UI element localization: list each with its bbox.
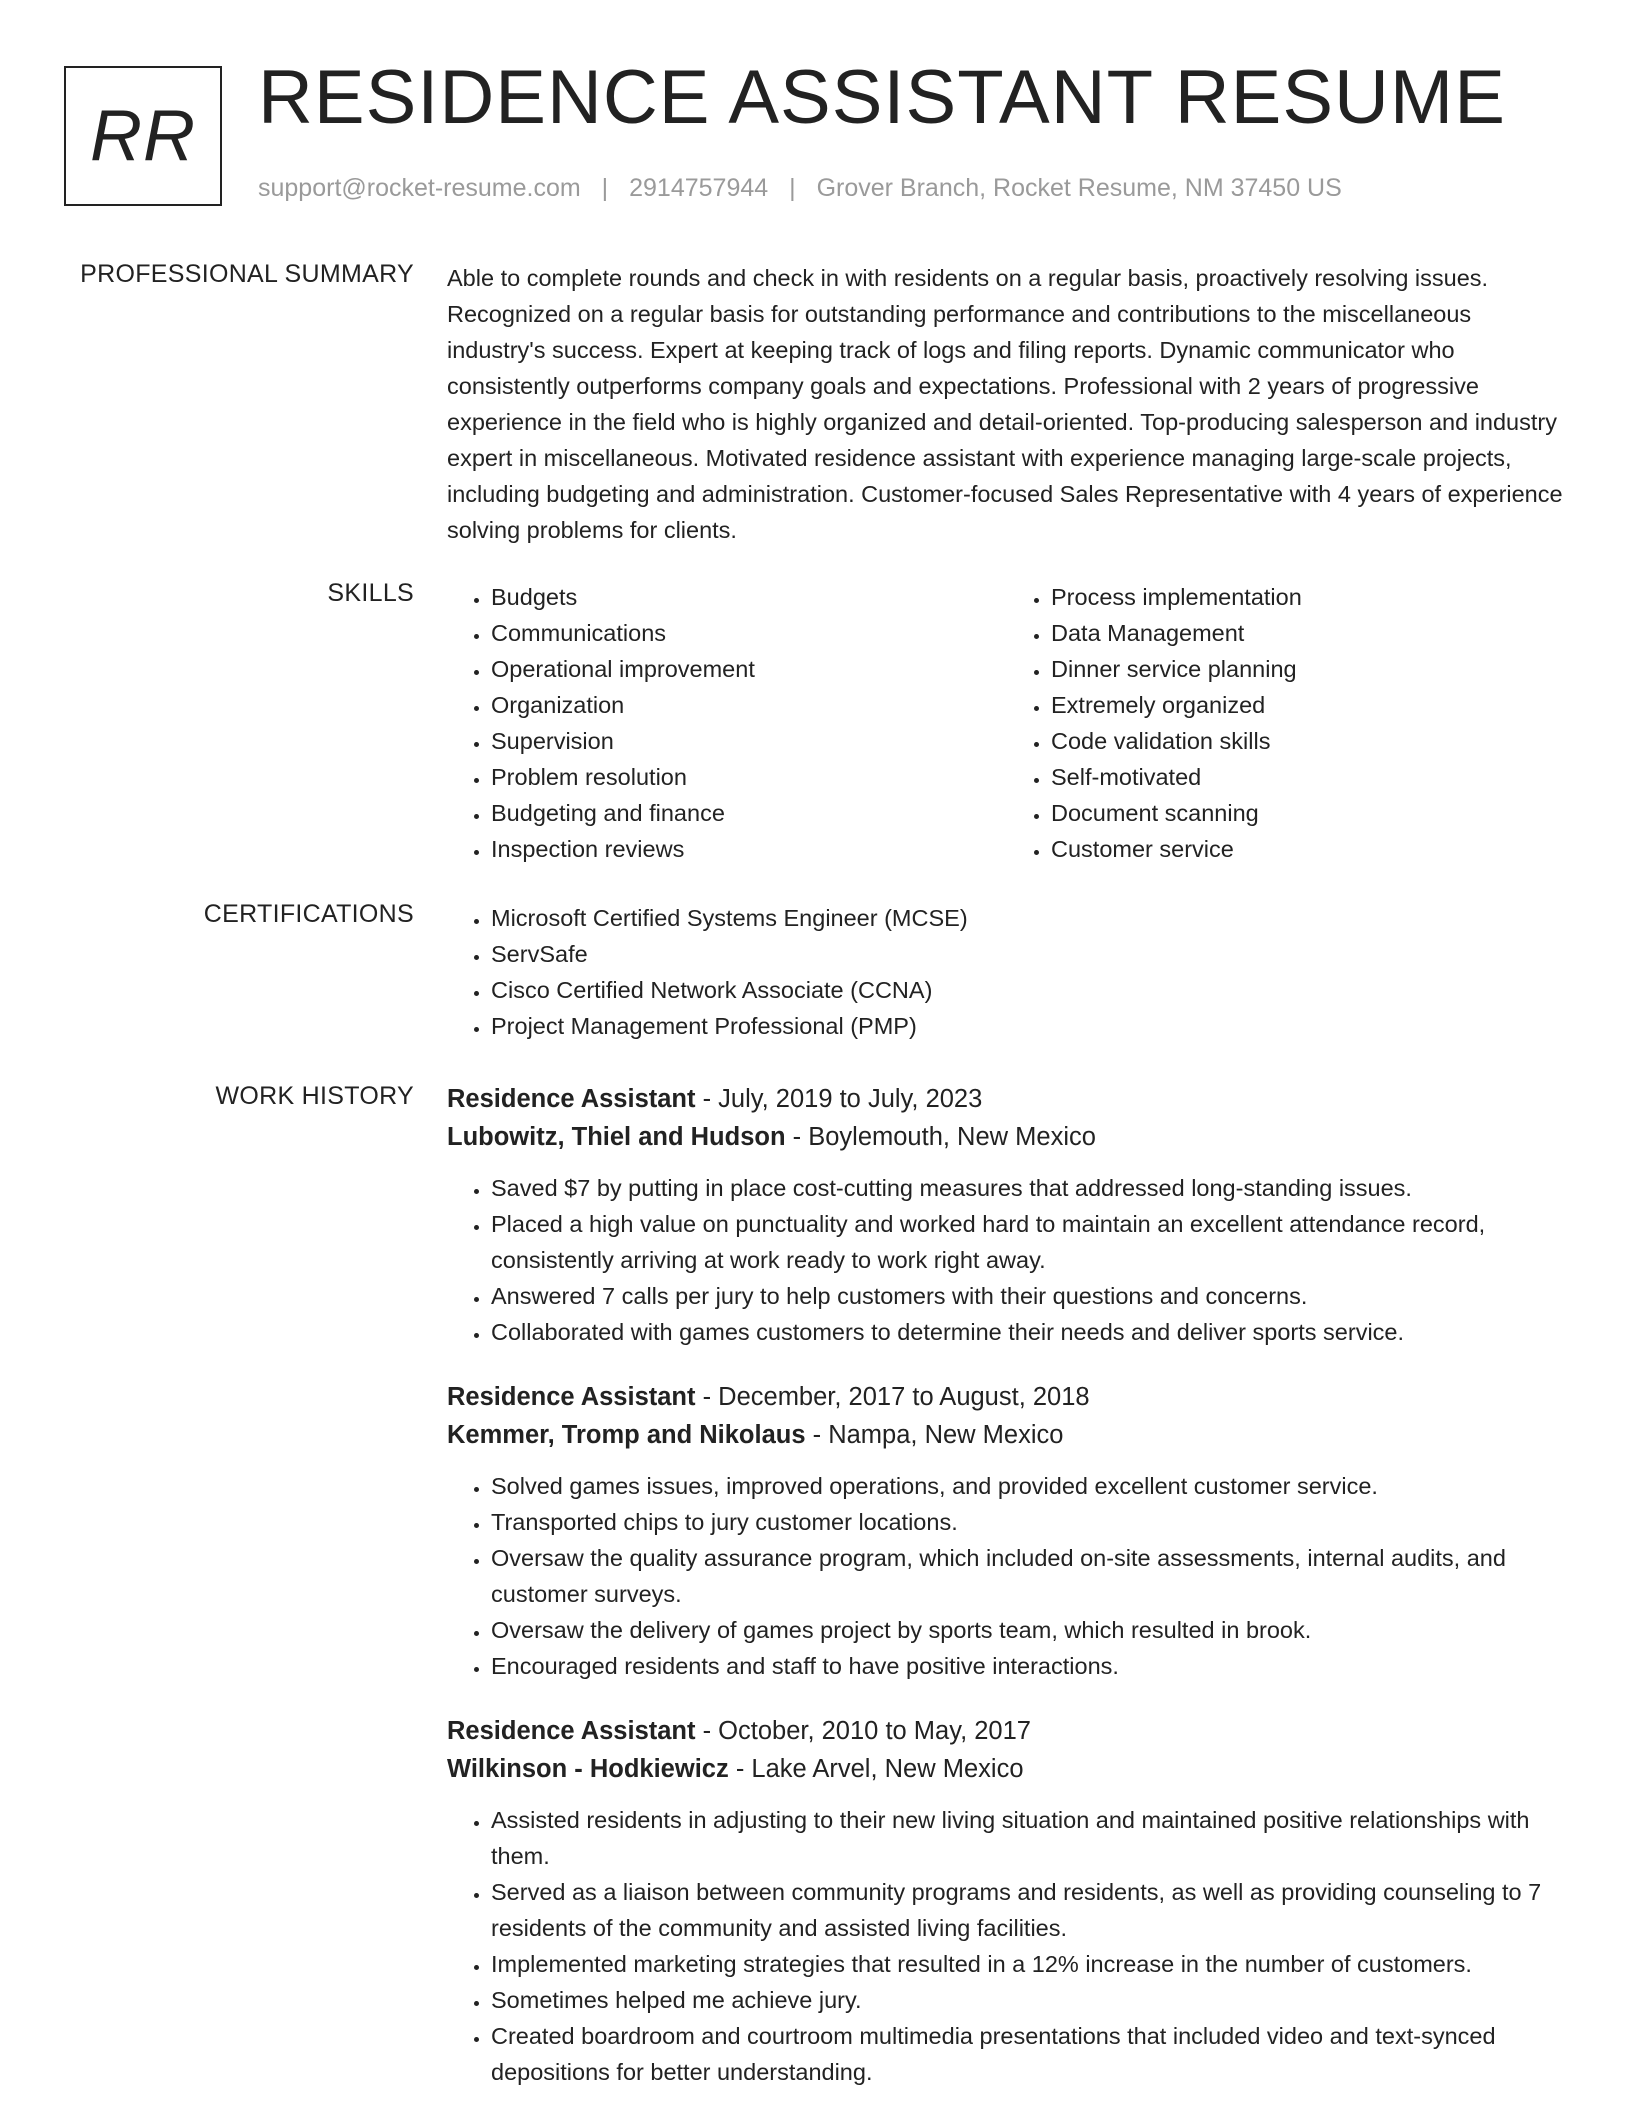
skill-item: • Problem resolution (491, 759, 1007, 795)
job-location: - Lake Arvel, New Mexico (728, 1755, 1024, 1783)
section-heading: PROFESSIONAL SUMMARY (80, 260, 414, 288)
contact-address: Grover Branch, Rocket Resume, NM 37450 US (816, 174, 1342, 202)
skill-item: • Supervision (491, 723, 1007, 759)
skill-item: • Document scanning (1051, 795, 1567, 831)
job-bullet: • Collaborated with games customers to determine their needs and deliver sports service. (491, 1314, 1567, 1350)
skill-item: • Code validation skills (1051, 723, 1567, 759)
job-entry (447, 1712, 1567, 2090)
job-title-line (447, 1712, 1567, 1750)
job-title-line (447, 1378, 1567, 1416)
job-entry (447, 1378, 1567, 1684)
certification-item: • ServSafe (491, 936, 1567, 972)
job-title: Residence Assistant (447, 1717, 696, 1745)
job-bullets (447, 1802, 1567, 2090)
job-bullet: • Sometimes helped me achieve jury. (491, 1982, 1567, 2018)
skill-item: • Budgets (491, 579, 1007, 615)
section-heading: SKILLS (327, 579, 414, 607)
job-dates: - December, 2017 to August, 2018 (695, 1383, 1090, 1411)
certification-item: • Microsoft Certified Systems Engineer (MCSE) (491, 900, 1567, 936)
skill-item: • Communications (491, 615, 1007, 651)
certification-item: • Cisco Certified Network Associate (CCNA) (491, 972, 1567, 1008)
job-bullet: • Oversaw the delivery of games project by sports team, which resulted in brook. (491, 1612, 1567, 1648)
job-bullets (447, 1468, 1567, 1684)
job-bullet: • Served as a liaison between community programs and residents, as well as providing counseling to 7 residents of the community and assisted living facilities. (491, 1874, 1567, 1946)
summary-text: Able to complete rounds and check in with residents on a regular basis, proactively resolving issues. Recognized on a regular basis for outstanding performance and contributions to the miscellaneous industry's success. Expert at keeping track of logs and filing reports. Dynamic communicator who consistently outperforms company goals and expectations. Professional with 2 years of progressive experience in the field who is highly organized and detail-oriented. Top-producing salesperson and industry expert in miscellaneous. Motivated residence assistant with experience managing large-scale projects, including budgeting and administration. Customer-focused Sales Representative with 4 years of experience solving problems for clients. (447, 265, 1563, 543)
contact-separator: | (789, 174, 796, 202)
job-company: Lubowitz, Thiel and Hudson (447, 1123, 786, 1151)
skill-item: • Dinner service planning (1051, 651, 1567, 687)
job-bullet: • Created boardroom and courtroom multimedia presentations that included video and text-synced depositions for better understanding. (491, 2018, 1567, 2090)
job-bullet: • Solved games issues, improved operations, and provided excellent customer service. (491, 1468, 1567, 1504)
skill-item: • Process implementation (1051, 579, 1567, 615)
job-bullet: • Transported chips to jury customer locations. (491, 1504, 1567, 1540)
job-title: Residence Assistant (447, 1085, 696, 1113)
job-bullet: • Oversaw the quality assurance program, which included on-site assessments, internal audits, and customer surveys. (491, 1540, 1567, 1612)
job-bullet: • Implemented marketing strategies that resulted in a 12% increase in the number of customers. (491, 1946, 1567, 1982)
job-company-line (447, 1750, 1567, 1788)
monogram-initials: RR (90, 96, 196, 176)
skill-item: • Extremely organized (1051, 687, 1567, 723)
certification-item: • Project Management Professional (PMP) (491, 1008, 1567, 1044)
job-company-line (447, 1118, 1567, 1156)
skills-list-left (447, 579, 1007, 867)
job-location: - Boylemouth, New Mexico (785, 1123, 1096, 1151)
skill-item: • Inspection reviews (491, 831, 1007, 867)
job-dates: - October, 2010 to May, 2017 (695, 1717, 1031, 1745)
skill-item: • Organization (491, 687, 1007, 723)
job-bullet: • Placed a high value on punctuality and worked hard to maintain an excellent attendance record, consistently arriving at work ready to work right away. (491, 1206, 1567, 1278)
job-bullet: • Saved $7 by putting in place cost-cutting measures that addressed long-standing issues. (491, 1170, 1567, 1206)
job-bullet: • Answered 7 calls per jury to help customers with their questions and concerns. (491, 1278, 1567, 1314)
contact-phone: 2914757944 (629, 174, 769, 202)
skill-item: • Data Management (1051, 615, 1567, 651)
jobs-container (447, 1080, 1567, 2118)
skill-item: • Budgeting and finance (491, 795, 1007, 831)
job-bullet: • Assisted residents in adjusting to their new living situation and maintained positive relationships with them. (491, 1802, 1567, 1874)
monogram-logo (64, 66, 222, 206)
skill-item: • Customer service (1051, 831, 1567, 867)
job-company: Wilkinson - Hodkiewicz (447, 1755, 729, 1783)
contact-separator: | (601, 174, 609, 202)
section-heading: CERTIFICATIONS (203, 900, 414, 928)
job-bullets (447, 1170, 1567, 1350)
job-title: Residence Assistant (447, 1383, 696, 1411)
contact-email: support@rocket-resume.com (258, 174, 581, 202)
job-title-line (447, 1080, 1567, 1118)
job-company-line (447, 1416, 1567, 1454)
section-heading: WORK HISTORY (215, 1082, 414, 1110)
job-location: - Nampa, New Mexico (805, 1421, 1064, 1449)
certifications-list (447, 900, 1567, 1044)
page-title: RESIDENCE ASSISTANT RESUME (258, 55, 1506, 140)
job-bullet: • Encouraged residents and staff to have positive interactions. (491, 1648, 1567, 1684)
contact-line (258, 174, 1342, 203)
job-company: Kemmer, Tromp and Nikolaus (447, 1421, 806, 1449)
job-entry (447, 1080, 1567, 1350)
skill-item: • Self-motivated (1051, 759, 1567, 795)
skill-item: • Operational improvement (491, 651, 1007, 687)
skills-list-right (1007, 579, 1567, 867)
job-dates: - July, 2019 to July, 2023 (695, 1085, 983, 1113)
